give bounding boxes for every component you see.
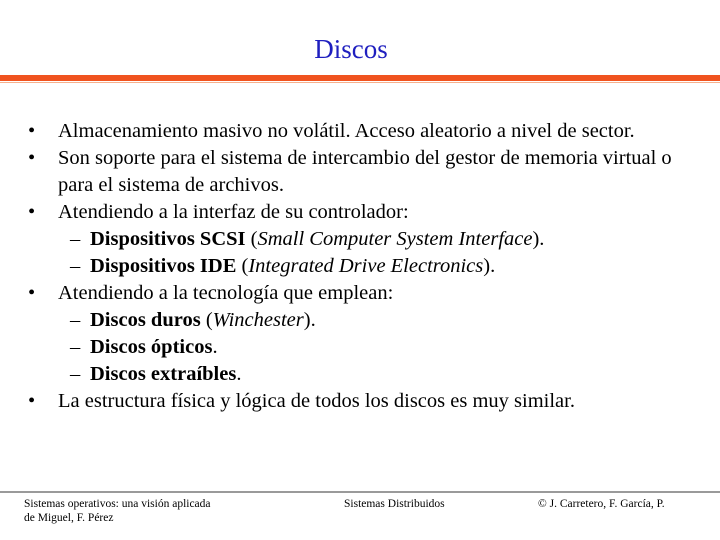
sub-marker: – <box>70 336 81 358</box>
bullet-item <box>28 199 704 226</box>
footer-copyright: © J. Carretero, F. García, P. <box>538 498 665 510</box>
sub-marker: – <box>70 309 81 331</box>
sub-item-close: . <box>236 363 242 385</box>
bullet-item <box>28 280 704 307</box>
bullet-text: Son soporte para el sistema de intercambio del gestor de memoria virtual o para el sistema de archivos. <box>58 147 672 196</box>
footer-book-authors: de Miguel, F. Pérez <box>24 512 114 524</box>
sub-item-term: Discos duros <box>90 309 201 331</box>
bullet-marker: • <box>28 147 36 169</box>
footer-divider <box>0 491 720 493</box>
sub-item <box>28 361 704 388</box>
sub-item-close: ). <box>532 228 545 250</box>
sub-item-open: ( <box>245 228 258 250</box>
sub-marker: – <box>70 228 81 250</box>
sub-marker: – <box>70 363 81 385</box>
sub-item-open: ( <box>236 255 249 277</box>
sub-item-close: ). <box>303 309 316 331</box>
sub-item-expansion: Integrated Drive Electronics <box>248 255 484 277</box>
bullet-text: Atendiendo a la interfaz de su controlador: <box>58 201 409 223</box>
bullet-text: Atendiendo a la tecnología que emplean: <box>58 282 394 304</box>
sub-item-open: ( <box>200 309 213 331</box>
sub-item-close: ). <box>483 255 496 277</box>
sub-item-term: Discos extraíbles <box>90 363 237 385</box>
sub-item <box>28 253 704 280</box>
bullet-marker: • <box>28 201 36 223</box>
bullet-item <box>28 118 704 145</box>
bullet-list <box>28 118 704 415</box>
slide-title: Discos <box>314 34 388 64</box>
footer-book-title: Sistemas operativos: una visión aplicada <box>24 498 211 510</box>
sub-item-term: Dispositivos SCSI <box>90 228 246 250</box>
sub-item-expansion: Winchester <box>212 309 304 331</box>
bullet-text: La estructura física y lógica de todos los discos es muy similar. <box>58 390 575 412</box>
bullet-marker: • <box>28 120 36 142</box>
sub-item <box>28 226 704 253</box>
sub-item <box>28 334 704 361</box>
bullet-marker: • <box>28 390 36 412</box>
footer-course: Sistemas Distribuidos <box>344 498 445 510</box>
sub-item-term: Dispositivos IDE <box>90 255 237 277</box>
title-divider <box>0 75 720 81</box>
sub-marker: – <box>70 255 81 277</box>
bullet-text: Almacenamiento masivo no volátil. Acceso aleatorio a nivel de sector. <box>58 120 635 142</box>
footer-book-credit <box>24 497 244 525</box>
sub-item <box>28 307 704 334</box>
sub-item-expansion: Small Computer System Interface <box>257 228 533 250</box>
bullet-marker: • <box>28 282 36 304</box>
sub-item-term: Discos ópticos <box>90 336 213 358</box>
bullet-item <box>28 388 704 415</box>
sub-item-close: . <box>212 336 218 358</box>
bullet-item <box>28 145 704 199</box>
